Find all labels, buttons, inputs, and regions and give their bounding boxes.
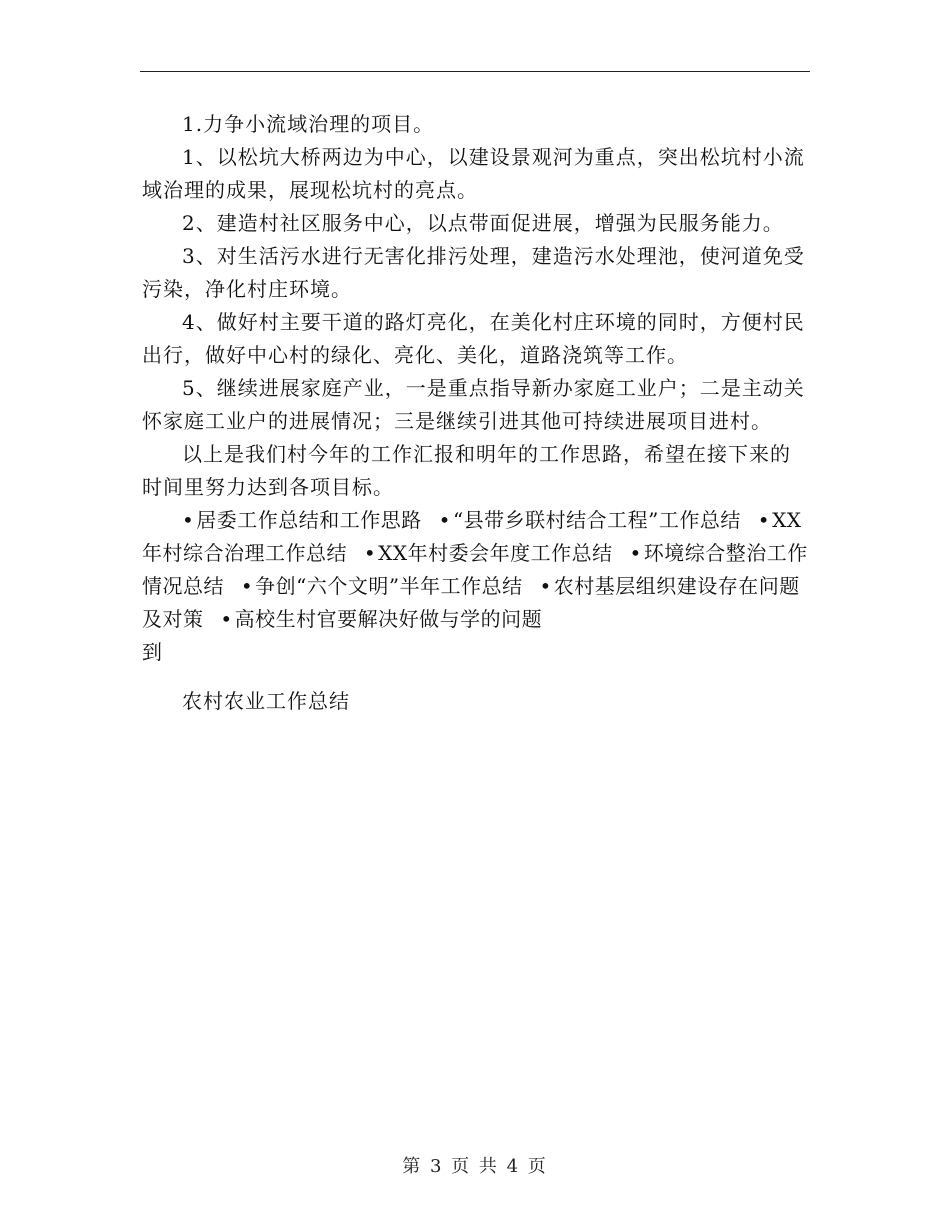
related-link[interactable] [182, 508, 422, 532]
related-link[interactable] [241, 574, 523, 598]
related-link-label: 居委工作总结和工作思路 [196, 508, 422, 532]
to-label: 到 [142, 640, 163, 664]
bullet-icon: • [757, 508, 771, 532]
related-link-label: 争创“六个文明”半年工作总结 [255, 574, 523, 598]
related-link-label: 农村基层组织建设存在问题及对策 [142, 574, 800, 631]
next-article-title[interactable]: 农村农业工作总结 [182, 689, 350, 713]
related-link-label: XX年村综合治理工作总结 [142, 508, 802, 565]
related-link[interactable] [220, 607, 542, 631]
bullet-icon: • [182, 508, 195, 532]
related-link[interactable] [439, 508, 741, 532]
paragraph-item-3: 3、对生活污水进行无害化排污处理，建造污水处理池，使河道免受污染，净化村庄环境。 [142, 244, 805, 301]
related-link[interactable] [364, 541, 613, 565]
paragraph-item-2: 2、建造村社区服务中心，以点带面促进展，增强为民服务能力。 [182, 211, 784, 235]
related-links [142, 504, 810, 636]
related-link-label: 环境综合整治工作情况总结 [142, 541, 808, 598]
bullet-icon: • [539, 574, 552, 598]
paragraph-heading: 1.力争小流域治理的项目。 [182, 112, 435, 136]
paragraph-conclusion: 以上是我们村今年的工作汇报和明年的工作思路，希望在接下来的时间里努力达到各项目标。 [142, 442, 791, 499]
paragraph-item-4: 4、做好村主要干道的路灯亮化，在美化村庄环境的同时，方便村民出行，做好中心村的绿化、亮化、美化，道路浇筑等工作。 [142, 310, 805, 367]
document-body [142, 108, 810, 718]
paragraph-item-1: 1、以松坑大桥两边为中心，以建设景观河为重点，突出松坑村小流域治理的成果，展现松坑村的亮点。 [142, 145, 805, 202]
related-link-label: “县带乡联村结合工程”工作总结 [452, 508, 741, 532]
page-footer: 第 3 页 共 4 页 [402, 1156, 548, 1177]
bullet-icon: • [220, 607, 233, 631]
related-link-label: 高校生村官要解决好做与学的问题 [234, 607, 543, 631]
bullet-icon: • [438, 508, 451, 532]
paragraph-item-5: 5、继续进展家庭产业，一是重点指导新办家庭工业户；二是主动关怀家庭工业户的进展情况；三是继续引进其他可持续进展项目进村。 [142, 376, 805, 433]
spacer [142, 669, 810, 685]
related-link-label: XX年村委会年度工作总结 [378, 541, 613, 565]
bullet-icon: • [363, 541, 377, 565]
bullet-icon: • [629, 541, 642, 565]
header-rule [140, 71, 810, 72]
bullet-icon: • [240, 574, 254, 598]
